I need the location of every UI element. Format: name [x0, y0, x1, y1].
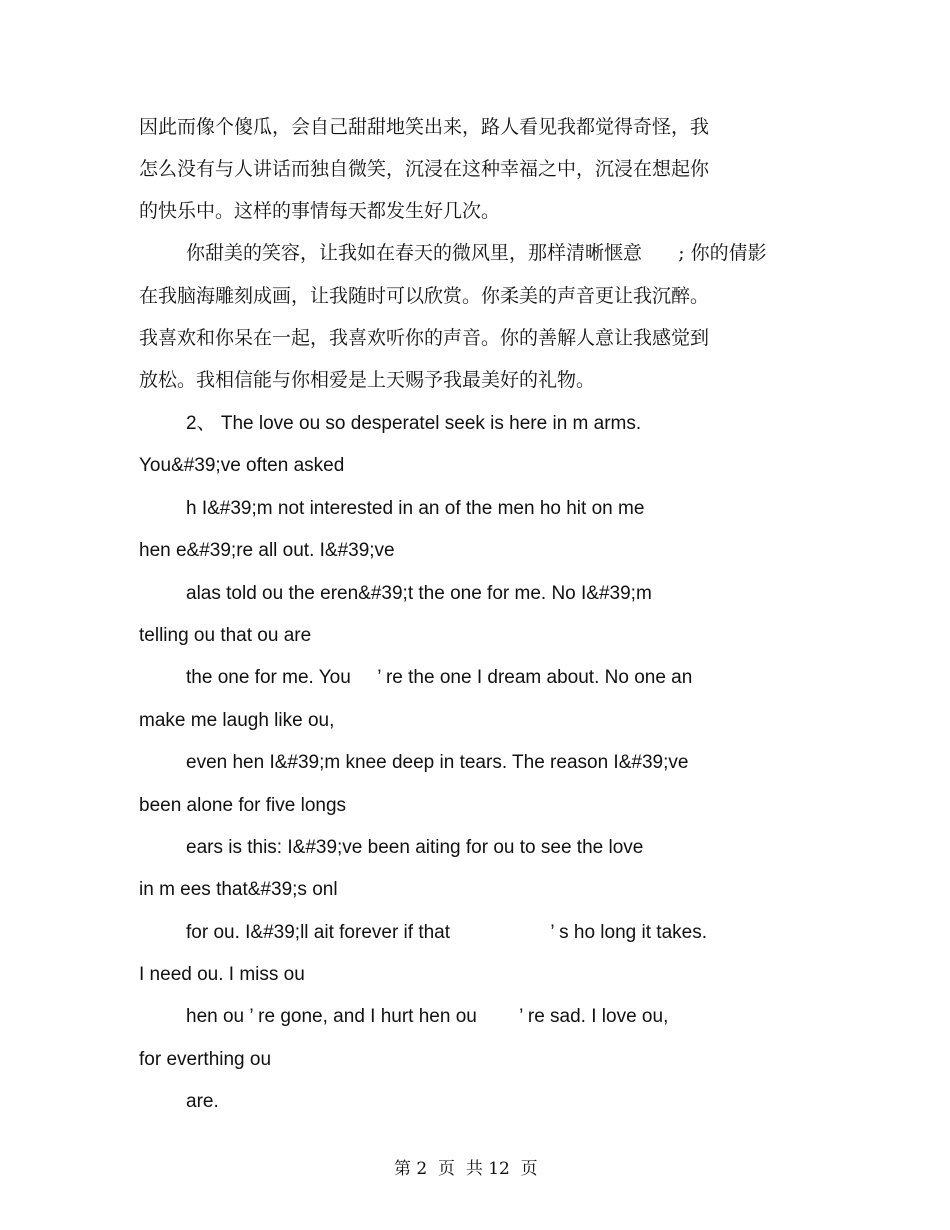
text-line: h I&#39;m not interested in an of the men ho hit on me [186, 498, 645, 519]
text-line: in m ees that&#39;s onl [139, 879, 338, 900]
text-line: hen ou ’ re gone, and I hurt hen ou ’ re sad. I love ou, [186, 1006, 669, 1027]
text-line: the one for me. You ’ re the one I dream about. No one an [186, 667, 693, 688]
text-line: hen e&#39;re all out. I&#39;ve [139, 540, 395, 561]
text-line: alas told ou the eren&#39;t the one for me. No I&#39;m [186, 583, 652, 604]
text-line: 放松。我相信能与你相爱是上天赐予我最美好的礼物。 [139, 369, 596, 391]
text-line: I need ou. I miss ou [139, 964, 305, 985]
text-line: for ou. I&#39;ll ait forever if that ’ s ho long it takes. [186, 922, 707, 943]
text-line: 在我脑海雕刻成画，让我随时可以欣赏。你柔美的声音更让我沉醉。 [139, 285, 710, 307]
text-line: 你甜美的笑容，让我如在春天的微风里，那样清晰惬意 ; 你的倩影 [186, 242, 767, 264]
text-line: 怎么没有与人讲话而独自微笑，沉浸在这种幸福之中，沉浸在想起你 [139, 158, 710, 180]
text-line: are. [186, 1091, 219, 1112]
text-line: for everthing ou [139, 1049, 272, 1070]
text-line: make me laugh like ou, [139, 710, 335, 731]
page-number: 第 2 页 共 12 页 [394, 1159, 538, 1179]
text-line: 2、 The love ou so desperatel seek is here in m arms. [186, 413, 642, 434]
text-line: 的快乐中。这样的事情每天都发生好几次。 [139, 200, 501, 222]
text-line: even hen I&#39;m knee deep in tears. The reason I&#39;ve [186, 752, 689, 773]
text-line: been alone for five longs [139, 795, 347, 816]
text-line: 我喜欢和你呆在一起，我喜欢听你的声音。你的善解人意让我感觉到 [139, 327, 710, 349]
text-line: ears is this: I&#39;ve been aiting for ou to see the love [186, 837, 644, 858]
text-line: You&#39;ve often asked [139, 455, 345, 476]
text-line: 因此而像个傻瓜，会自己甜甜地笑出来，路人看见我都觉得奇怪，我 [139, 116, 710, 138]
text-line: telling ou that ou are [139, 625, 312, 646]
